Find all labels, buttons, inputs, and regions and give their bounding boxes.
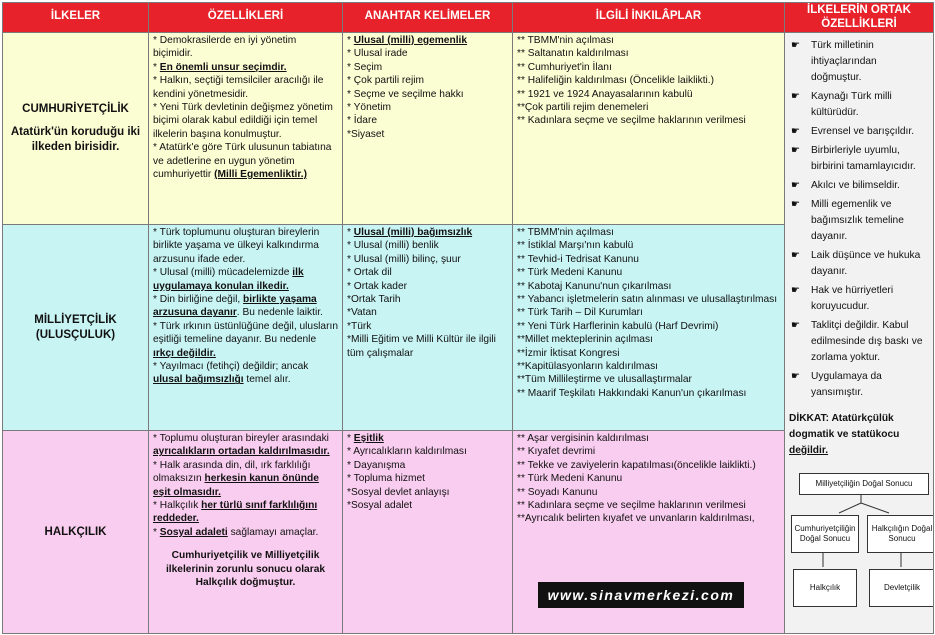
cell-text: Sosyal adaleti — [159, 526, 228, 538]
cell-text: * Ulusal irade — [347, 48, 408, 60]
reform-item: ** Maarif Teşkilatı Hakkındaki Kanun'un çıkarılması — [517, 387, 747, 399]
cell-line — [347, 239, 508, 252]
cell-text: * Yeni Türk devletinin değişmez yönetim biçimi olarak kabul edildiği için temel ilkelerin başına konulmuştur. — [153, 102, 333, 140]
cell-line — [153, 101, 338, 141]
common-feature-item — [789, 369, 929, 401]
principle-name: MİLLİYETÇİLİK — [34, 313, 117, 326]
pointing-hand-icon: ☛ — [791, 285, 800, 296]
cell-text: * — [347, 35, 354, 46]
pointing-hand-icon: ☛ — [791, 126, 800, 137]
pointing-hand-icon: ☛ — [791, 145, 800, 156]
cell-text: * — [153, 61, 160, 73]
cell-text: * Demokrasilerde en iyi yönetim biçimidir. — [153, 35, 297, 60]
principle-name-cell — [3, 225, 149, 431]
reform-item: ** İstiklal Marşı'nın kabulü — [517, 240, 634, 252]
cell-line — [153, 293, 338, 320]
cell-text: * Ortak dil — [347, 267, 392, 279]
reform-item: **Ayrıcalık belirten kıyafet ve unvanların kaldırılması, — [517, 513, 755, 525]
common-feature-text: Hak ve hürriyetleri koruyucudur. — [811, 285, 894, 312]
cell-text: Ulusal (milli) egemenlik — [353, 35, 468, 46]
cell-line — [153, 360, 338, 387]
cell-text: * Ulusal (milli) bilinç, şuur — [347, 253, 461, 265]
reform-item: ** Yabancı işletmelerin satın alınması ve ulusallaştırılması — [517, 294, 778, 306]
reform-item: ** Saltanatın kaldırılması — [517, 48, 629, 60]
common-feature-item — [789, 283, 929, 315]
reform-item: ** Kadınlara seçme ve seçilme haklarının verilmesi — [517, 500, 746, 512]
cell-text: * Ortak kader — [347, 280, 408, 292]
features-cell — [149, 225, 343, 431]
common-feature-text: Akılcı ve bilimseldir. — [811, 180, 900, 191]
cell-line — [347, 459, 508, 472]
cell-line — [153, 432, 338, 459]
reform-item: ** Aşar vergisinin kaldırılması — [517, 433, 649, 444]
cell-line — [347, 101, 508, 114]
common-feature-text: Kaynağı Türk milli kültürüdür. — [811, 91, 892, 118]
pointing-hand-icon: ☛ — [791, 180, 800, 191]
cell-text: * Halkın, seçtiği temsilciler aracılığı ile kendini yönetmesidir. — [153, 75, 324, 100]
dikkat-note — [789, 411, 929, 459]
cell-line — [347, 333, 508, 360]
cell-text: Ulusal (milli) bağımsızlık — [353, 227, 473, 238]
cell-text: sağlamayı amaçlar. — [227, 526, 319, 538]
cell-line — [347, 128, 508, 141]
cell-line — [347, 47, 508, 60]
reform-item: **Çok partili rejim denemeleri — [517, 102, 649, 114]
reform-item: **Tüm Millileştirme ve ulusallaştırmalar — [517, 374, 692, 386]
cell-text: ırkçı değildir. — [153, 347, 216, 359]
reform-item: ** Soyadı Kanunu — [517, 486, 598, 498]
cell-text: *Milli Eğitim ve Milli Kültür ile ilgili tüm çalışmalar — [347, 334, 496, 359]
cell-text: * Ulusal (milli) mücadelemizde — [153, 267, 293, 279]
cell-text: * Halkçılık — [153, 500, 202, 512]
cell-line — [347, 74, 508, 87]
header-keywords: ANAHTAR KELİMELER — [343, 3, 513, 33]
reform-item: ** Türk Medeni Kanunu — [517, 267, 623, 279]
cell-text: * — [153, 526, 160, 538]
pointing-hand-icon: ☛ — [791, 40, 800, 51]
cell-text: * Atatürk'e göre Türk ulusunun tabiatına ve adetlerine en uygun yönetim cumhuriyettir — [153, 142, 332, 181]
principle-name-cell — [3, 33, 149, 225]
cell-text: *Vatan — [347, 307, 377, 319]
cell-line — [347, 472, 508, 485]
cell-line — [347, 499, 508, 512]
cell-line — [153, 320, 338, 360]
common-feature-text: Laik düşünce ve hukuka dayanır. — [811, 250, 921, 277]
cell-line — [347, 280, 508, 293]
diagram-mid-left-box: Cumhuriyetçiliğin Doğal Sonucu — [791, 515, 859, 553]
cell-text: temel alır. — [243, 374, 291, 386]
reform-item: **Kapitülasyonların kaldırılması — [517, 361, 658, 373]
cell-text: * Yayılmacı (fetihçi) değildir; ancak — [153, 361, 309, 373]
principle-name-cell — [3, 431, 149, 634]
cell-text: ulusal bağımsızlığı — [153, 374, 244, 386]
common-features-cell — [785, 33, 934, 634]
reform-item: ** 1921 ve 1924 Anayasalarının kabulü — [517, 88, 693, 100]
reform-item: ** Yeni Türk Harflerinin kabulü (Harf Devrimi) — [517, 320, 719, 332]
cell-text: her türlü sınıf farklılığını reddeder. — [153, 500, 318, 525]
cell-text: *Ortak Tarih — [347, 294, 401, 306]
reform-item: ** Cumhuriyet'in İlanı — [517, 61, 612, 73]
dikkat-underlined: değildir. — [789, 445, 829, 456]
principles-table — [2, 2, 934, 634]
cell-text: *Türk — [347, 320, 372, 332]
pointing-hand-icon: ☛ — [791, 91, 800, 102]
cell-text: * İdare — [347, 115, 378, 127]
header-principles: İLKELER — [3, 3, 149, 33]
reform-item: **Millet mekteplerinin açılması — [517, 334, 653, 346]
cell-text: * Yönetim — [347, 102, 391, 114]
cell-text: * — [347, 433, 354, 444]
diagram-mid-right-box: Halkçılığın Doğal Sonucu — [867, 515, 934, 553]
cell-line — [347, 432, 508, 445]
cell-text: En önemli unsur seçimdir. — [159, 61, 287, 73]
cell-line — [153, 526, 338, 539]
cell-text: *Siyaset — [347, 128, 385, 140]
reform-item: ** TBMM'nin açılması — [517, 227, 614, 238]
cell-line — [153, 499, 338, 526]
cell-line — [347, 88, 508, 101]
cell-text: Eşitlik — [353, 433, 384, 444]
pointing-hand-icon: ☛ — [791, 250, 800, 261]
common-feature-item — [789, 197, 929, 245]
keywords-cell — [343, 225, 513, 431]
diagram-bottom-left-box: Halkçılık — [793, 569, 857, 607]
cell-line — [153, 459, 338, 499]
site-watermark: www.sinavmerkezi.com — [538, 582, 744, 608]
common-feature-text: Taklitçi değildir. Kabul edilmesinde dış baskı ve zorlama yoktur. — [811, 320, 923, 363]
features-cell — [149, 33, 343, 225]
cell-line — [347, 61, 508, 74]
cell-text: (Milli Egemenliktir.) — [214, 169, 307, 181]
cell-text: ilk uygulamaya konulan ilkedir. — [153, 267, 304, 292]
cell-line — [347, 293, 508, 306]
cell-line — [347, 320, 508, 333]
cell-text: * Seçme ve seçilme hakkı — [347, 88, 464, 100]
cell-text: * Seçim — [347, 61, 383, 73]
reform-item: **İzmir İktisat Kongresi — [517, 347, 620, 359]
diagram-bottom-right-box: Devletçilik — [869, 569, 934, 607]
cell-line — [153, 74, 338, 101]
cell-line — [153, 266, 338, 293]
common-feature-text: Milli egemenlik ve bağımsızlık temeline dayanır. — [811, 199, 904, 242]
cell-line — [347, 226, 508, 239]
common-feature-item — [789, 248, 929, 280]
cell-text: birlikte yaşama arzusuna dayanır — [153, 294, 317, 319]
diagram-top-box: Milliyetçiliğin Doğal Sonucu — [799, 473, 929, 495]
common-feature-text: Birbirleriyle uyumlu, birbirini tamamlayıcıdır. — [811, 145, 916, 172]
cell-line — [347, 114, 508, 127]
cell-text: *Sosyal adalet — [347, 500, 413, 512]
cell-text: * Toplumu oluşturan bireyler arasındaki — [153, 433, 329, 444]
common-feature-text: Evrensel ve barışçıldır. — [811, 126, 915, 137]
principles-diagram — [789, 469, 934, 619]
cell-line — [347, 486, 508, 499]
common-feature-item — [789, 124, 929, 140]
cell-line — [153, 34, 338, 61]
common-feature-item — [789, 143, 929, 175]
cell-line — [347, 253, 508, 266]
header-features: ÖZELLİKLERİ — [149, 3, 343, 33]
reform-item: ** Tekke ve zaviyelerin kapatılması(öncelikle laiklikti.) — [517, 459, 756, 471]
cell-text: * Türk toplumunu oluşturan bireylerin birlikte yaşama ve ülkeyi kalkındırma arzusunu ifade eder. — [153, 227, 320, 265]
reform-item: ** Kadınlara seçme ve seçilme haklarının verilmesi — [517, 115, 746, 127]
cell-text: * Topluma hizmet — [347, 473, 425, 485]
common-feature-item — [789, 38, 929, 86]
cell-text: * Çok partili rejim — [347, 75, 424, 87]
header-common-features: İLKELERİN ORTAK ÖZELLİKLERİ — [785, 3, 934, 33]
cell-text: *Sosyal devlet anlayışı — [347, 486, 450, 498]
reform-item: ** Kabotaj Kanunu'nun çıkarılması — [517, 280, 672, 292]
features-list — [153, 432, 338, 539]
cell-line — [153, 226, 338, 266]
cell-line — [153, 141, 338, 181]
cell-text: * Ulusal (milli) benlik — [347, 240, 439, 252]
reforms-cell — [513, 225, 785, 431]
common-feature-text: Uygulamaya da yansımıştır. — [811, 371, 882, 398]
cell-text: * Ayrıcalıkların kaldırılması — [347, 446, 467, 458]
principle-name: CUMHURİYETÇİLİK — [22, 103, 129, 115]
cell-text: . Bu nedenle laiktir. — [236, 307, 323, 319]
cell-text: * Halk arasında din, dil, ırk farklılığı olmaksızın — [153, 459, 311, 485]
cell-line — [347, 266, 508, 279]
features-conclusion: Cumhuriyetçilik ve Milliyetçilik ilkelerinin zorunlu sonucu olarak Halkçılık doğmuştur. — [165, 550, 326, 589]
cell-line — [347, 306, 508, 319]
features-cell — [149, 431, 343, 634]
common-features-list — [789, 38, 929, 401]
reform-item: ** Halifeliğin kaldırılması (Öncelikle laiklikti.) — [517, 75, 715, 87]
principle-note: Atatürk'ün koruduğu iki ilkeden birisidir. — [10, 126, 141, 153]
common-feature-item — [789, 89, 929, 121]
keywords-cell — [343, 431, 513, 634]
reform-item: ** Tevhid-i Tedrisat Kanunu — [517, 253, 639, 265]
common-feature-item — [789, 178, 929, 194]
pointing-hand-icon: ☛ — [791, 320, 800, 331]
common-feature-text: Türk milletinin ihtiyaçlarından doğmuştur. — [811, 40, 877, 83]
header-reforms: İLGİLİ İNKILÂPLAR — [513, 3, 785, 33]
reform-item: ** Türk Medeni Kanunu — [517, 473, 623, 485]
cell-text: * Dayanışma — [347, 459, 406, 471]
principle-name: HALKÇILIK — [44, 525, 107, 538]
cell-text: * Din birliğine değil, — [153, 294, 244, 306]
pointing-hand-icon: ☛ — [791, 199, 800, 210]
keywords-cell — [343, 33, 513, 225]
principle-note: (ULUSÇULUK) — [35, 328, 116, 341]
reform-item: ** Türk Tarih – Dil Kurumları — [517, 307, 643, 319]
cell-line — [153, 61, 338, 74]
reform-item: ** TBMM'nin açılması — [517, 35, 614, 46]
dikkat-label: DİKKAT: Atatürkçülük dogmatik ve statükocu — [789, 413, 900, 440]
cell-text: ayrıcalıkların ortadan kaldırılmasıdır. — [153, 446, 330, 458]
header-row — [3, 3, 934, 33]
cell-text: herkesin kanun önünde eşit olmasıdır. — [153, 473, 319, 498]
row-cumhuriyetcilik — [3, 33, 934, 225]
reform-item: ** Kıyafet devrimi — [517, 446, 596, 458]
cell-text: * — [347, 227, 354, 238]
pointing-hand-icon: ☛ — [791, 371, 800, 382]
reforms-cell — [513, 33, 785, 225]
cell-line — [347, 445, 508, 458]
common-feature-item — [789, 318, 929, 366]
cell-text: * Türk ırkının üstünlüğüne değil, ulusların eşitliği temeline dayanır. Bu nedenle — [153, 320, 338, 346]
cell-line — [347, 34, 508, 47]
